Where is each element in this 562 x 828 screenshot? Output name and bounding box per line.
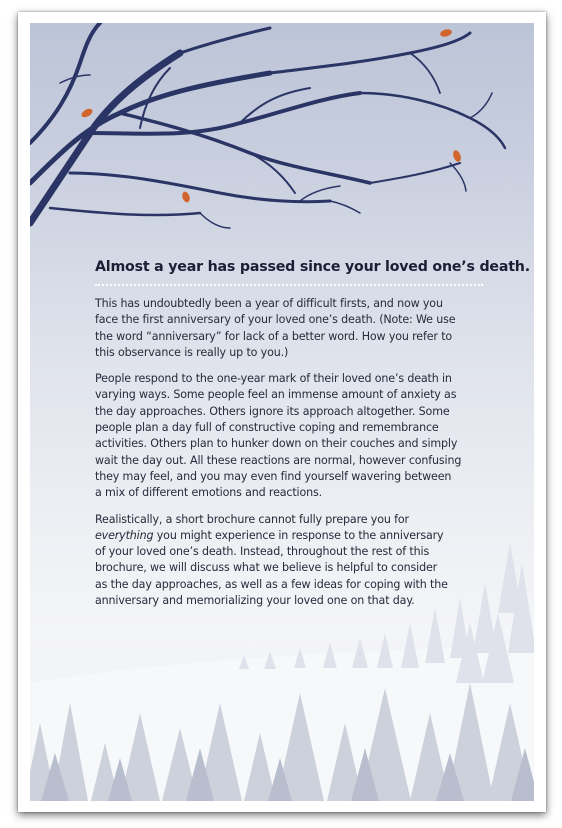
paragraph-line: face the first anniversary of your loved one’s death. (Note: We use <box>95 313 456 327</box>
tree-branches <box>30 23 505 228</box>
dotted-divider <box>95 284 483 286</box>
paragraph-line: This has undoubtedly been a year of difficult firsts, and now you <box>95 297 443 310</box>
paragraph-line: Realistically, a short brochure cannot fully prepare you for <box>95 512 409 526</box>
brochure-content <box>95 258 530 619</box>
paragraph-line: brochure, we will discuss what we believe is helpful to consider <box>95 561 438 575</box>
paragraph-line-rest: you might experience in response to the anniversary <box>153 528 444 542</box>
paragraph-line: activities. Others plan to hunker down on their couches and simply <box>95 437 458 451</box>
paragraph-line: this observance is really up to you.) <box>95 345 289 359</box>
paragraph-line: they may feel, and you may even find yourself wavering between <box>95 469 452 483</box>
paragraph-line: People respond to the one-year mark of their loved one’s death in <box>95 372 452 386</box>
paragraph-line: wait the day out. All these reactions are normal, however confusing <box>95 453 462 467</box>
paragraph-line-with-emphasis <box>95 528 487 544</box>
paragraph-2 <box>95 371 487 501</box>
page-heading: Almost a year has passed since your loved one’s death. <box>95 259 530 275</box>
paragraph-line: as the day approaches, as well as a few ideas for coping with the <box>95 577 448 591</box>
paragraph-line: the word “anniversary” for lack of a better word. How you refer to <box>95 329 453 343</box>
paragraph-1 <box>95 296 487 361</box>
emphasis-word: everything <box>95 528 154 542</box>
paragraph-line: people plan a day full of constructive coping and remembrance <box>95 421 439 435</box>
paragraph-3 <box>95 512 487 610</box>
brochure-page <box>30 23 534 801</box>
paragraph-line: the day approaches. Others ignore its approach altogether. Some <box>95 404 450 418</box>
paragraph-line: varying ways. Some people feel an immense amount of anxiety as <box>95 388 457 402</box>
paragraph-line: anniversary and memorializing your loved one on that day. <box>95 594 415 608</box>
paragraph-line: of your loved one’s death. Instead, throughout the rest of this <box>95 545 430 559</box>
paragraph-line: a mix of different emotions and reactions. <box>95 486 323 500</box>
page-frame <box>18 12 546 812</box>
